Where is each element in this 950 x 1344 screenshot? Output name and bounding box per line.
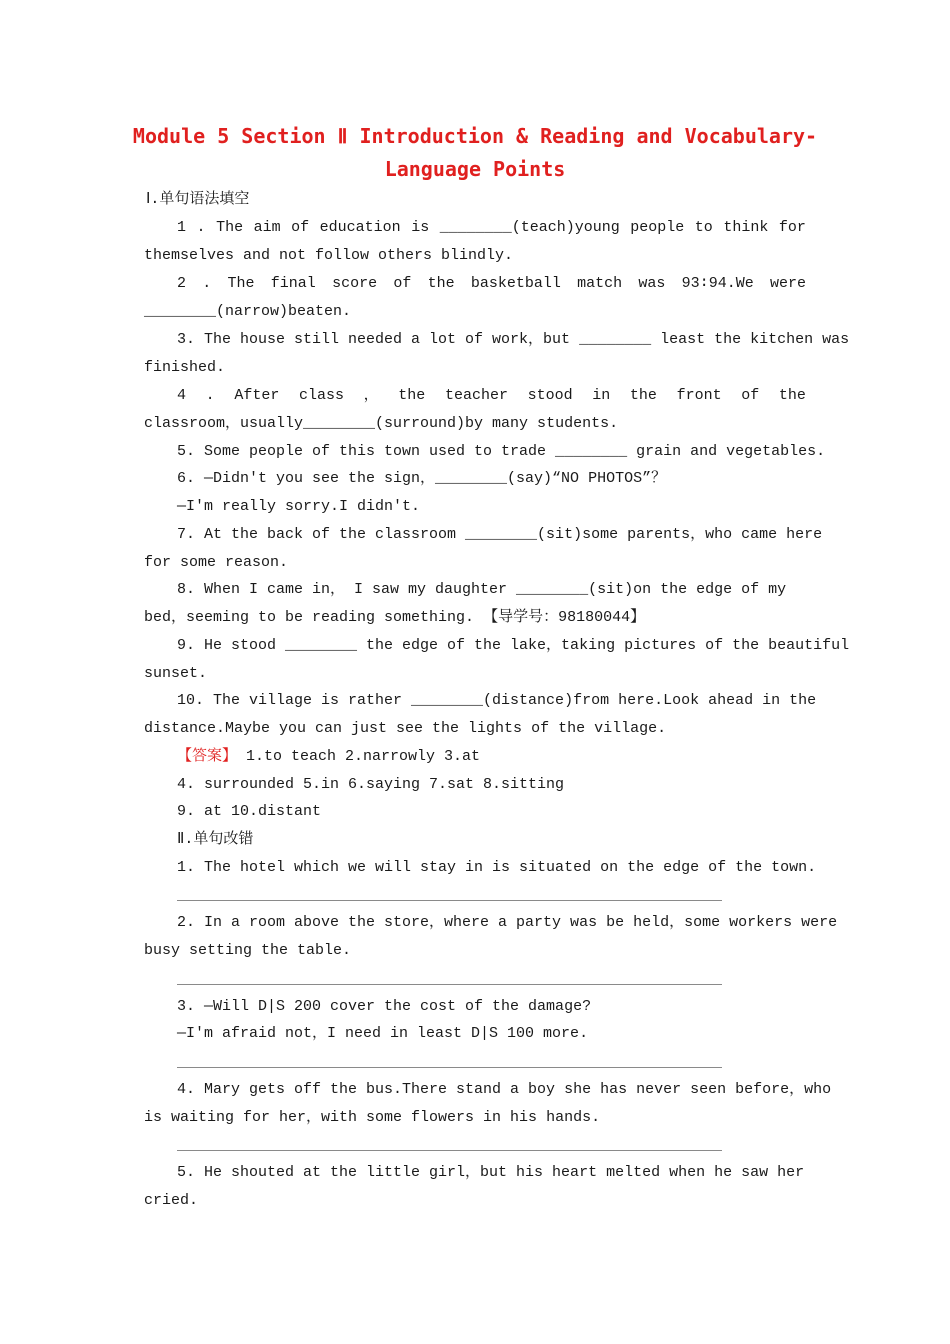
answer-line-1: [177, 900, 722, 901]
correction-5-line2: cried.: [144, 1192, 199, 1209]
answers-line1: 【答案】 1.to teach 2.narrowly 3.at: [177, 748, 481, 765]
correction-4-line2: is waiting for her，with some flowers in his hands.: [144, 1109, 601, 1126]
correction-4-line1: 4. Mary gets off the bus.There stand a boy she has never seen before，who: [177, 1081, 832, 1098]
answer-label: 【答案】: [177, 748, 238, 765]
section-heading-fill-in: Ⅰ.单句语法填空: [146, 191, 250, 208]
question-6-line1: 6. —Didn't you see the sign，________(say)“NO PHOTOS”？: [177, 470, 667, 487]
answer-line-2: [177, 984, 722, 985]
question-2-line2: ________(narrow)beaten.: [144, 303, 352, 320]
question-3-line1: 3. The house still needed a lot of work，but ________ least the kitchen was: [177, 331, 850, 348]
section-heading-error-correction: Ⅱ.单句改错: [177, 831, 254, 848]
question-8-line1: 8. When I came in， I saw my daughter ________(sit)on the edge of my: [177, 581, 787, 598]
question-7-line1: 7. At the back of the classroom ________(sit)some parents，who came here: [177, 526, 823, 543]
question-10-line1: 10. The village is rather ________(distance)from here.Look ahead in the: [177, 692, 817, 709]
answers-line3: 9. at 10.distant: [177, 803, 322, 820]
question-9-line1: 9. He stood ________ the edge of the lake，taking pictures of the beautiful: [177, 637, 850, 654]
answers-line2: 4. surrounded 5.in 6.saying 7.sat 8.sitting: [177, 776, 565, 793]
question-2-line1: 2 . The final score of the basketball match was 93∶94.We were: [177, 275, 806, 292]
correction-3-line1: 3. —Will D|S 200 cover the cost of the damage?: [177, 998, 592, 1015]
question-10-line2: distance.Maybe you can just see the lights of the village.: [144, 720, 667, 737]
question-6-line2: —I'm really sorry.I didn't.: [177, 498, 421, 515]
document-title-line2: Language Points: [384, 157, 566, 181]
question-4-line2: classroom，usually________(surround)by many students.: [144, 415, 619, 432]
question-7-line2: for some reason.: [144, 554, 289, 571]
answer-line-4: [177, 1150, 722, 1151]
answer-line-3: [177, 1067, 722, 1068]
question-3-line2: finished.: [144, 359, 226, 376]
correction-2-line1: 2. In a room above the store，where a party was be held，some workers were: [177, 914, 838, 931]
question-1-line1: 1 . The aim of education is ________(teach)young people to think for: [177, 219, 806, 236]
correction-1: 1. The hotel which we will stay in is situated on the edge of the town.: [177, 859, 817, 876]
question-1-line2: themselves and not follow others blindly.: [144, 247, 514, 264]
question-5: 5. Some people of this town used to trade ________ grain and vegetables.: [177, 443, 826, 460]
question-8-line2: bed，seeming to be reading something. 【导学号：98180044】: [144, 609, 646, 626]
question-4-line1: 4 . After class ， the teacher stood in the front of the: [177, 387, 806, 404]
reference-number: 【导学号：98180044】: [483, 609, 646, 626]
correction-3-line2: —I'm afraid not，I need in least D|S 100 more.: [177, 1025, 589, 1042]
correction-2-line2: busy setting the table.: [144, 942, 352, 959]
question-9-line2: sunset.: [144, 665, 208, 682]
document-title-line1: Module 5 Section Ⅱ Introduction & Reading and Vocabulary-: [132, 124, 818, 148]
correction-5-line1: 5. He shouted at the little girl，but his heart melted when he saw her: [177, 1164, 805, 1181]
